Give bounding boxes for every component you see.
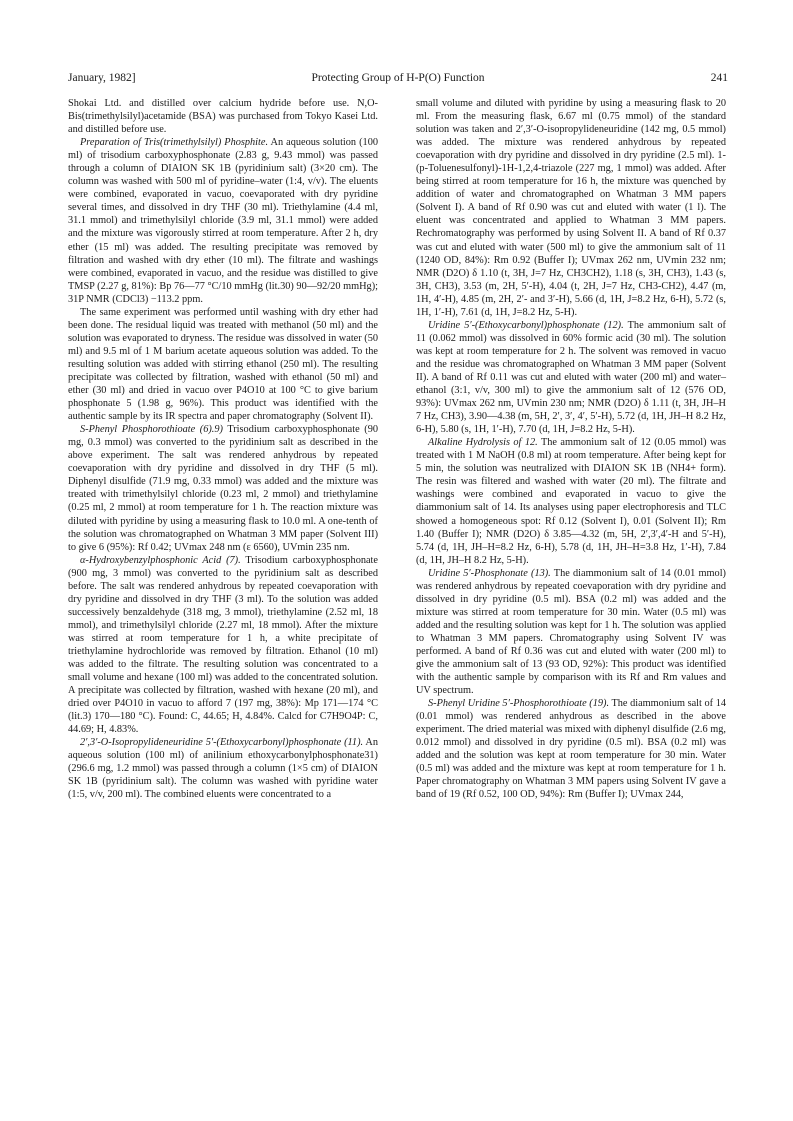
section-body: The diammonium salt of 14 (0.01 mmol) was rendered anhydrous as described in the above experiment. The dried material was mixed with diphenyl disulfide (2.6 mg, 0.012 mmol) and dissolved in dry pyridine (0.5 ml). BSA (0.2 ml) was added and the solution was kept at room temperature for 30 min. Water (0.5 ml) was added and the mixture was kept at room temperature for 1 h. Paper chromatography on Whatman 3 MM papers using Solvent IV gave a band of 19 (Rf 0.52, 100 OD, 94%): Rm (Buffer I); UVmax 244,: [416, 698, 727, 801]
left-column: [68, 97, 378, 802]
section-paragraph: [68, 423, 378, 553]
body-paragraph: small volume and diluted with pyridine by using a measuring flask to 20 ml. From the measuring flask, 6.67 ml (0.75 mmol) of the standard solution was taken and 2′,3′-O-isopropylideneuridine (142 mg, 0.5 mmol) was added. The mixture was rendered anhydrous by repeated coevaporation with dry pyridine and dissolved in dry pyridine (2.5 ml). 1-(p-Toluenesulfonyl)-1H-1,2,4-triazole (227 mg, 1 mmol) was added. After being stirred at room temperature for 16 h, the mixture was quenched by addition of water and chromatographed on Whatman 3 MM papers (Solvent I). A band of Rf 0.90 was cut and eluted with water (1 l). The eluent was concentrated and applied to Whatman 3 MM papers. Rechromatography was performed by using Solvent II. A band of Rf 0.37 was cut and eluted with water (500 ml) to give the ammonium salt of 11 (1240 OD, 84%): Rm 0.92 (Buffer I); UVmax 262 nm, UVmin 232 nm; NMR (D2O) δ 1.10 (t, 3H, J=7 Hz, CH3CH2), 1.18 (s, 3H, CH3), 1.43 (s, 3H, CH3), 3.53 (m, 2H, 5′-H), 4.04 (t, 2H, J=7 Hz, CH3-CH2), 4.47 (m, 1H, 4′-H), 4.85 (m, 2H, 2′- and 3′-H), 5.66 (d, 1H, J=8.2 Hz, 6-H), 5.72 (s, 1H, 1′-H), 7.61 (d, 1H, J=8.2 Hz, 5-H).: [416, 98, 726, 318]
section-paragraph: [416, 436, 726, 566]
section-paragraph: [68, 136, 378, 306]
section-heading: Alkaline Hydrolysis of 12.: [428, 437, 538, 449]
body-paragraph: Shokai Ltd. and distilled over calcium hydride before use. N,O-Bis(trimethylsilyl)acetamide (BSA) was purchased from Tokyo Kasei Ltd. and distilled before use.: [68, 98, 378, 136]
section-body: Trisodium carboxyphosphonate (90 mg, 0.3 mmol) was converted to the pyridinium salt as described in the above experiment. The salt was rendered anhydrous by repeated coevaporation with dry pyridine and dissolved in dry THF (5 ml). Diphenyl disulfide (71.9 mg, 0.33 mmol) was added and the mixture was treated with trimethylsilyl chloride (0.23 ml, 2 mmol) and triethylamine (0.25 ml, 2 mmol) at room temperature for 1 h. The reaction mixture was diluted with pyridine by using a measuring flask to 10.0 ml. A one-tenth of the solution was chromatographed on Whatman 3 MM paper (Solvent III) to give 6 (95%): Rf 0.42; UVmax 248 nm (ε 6560), UVmin 235 nm.: [68, 424, 378, 553]
header-date: January, 1982]: [68, 72, 136, 84]
section-body: Trisodium carboxyphosphonate (900 mg, 3 mmol) was converted to the pyridinium salt as described before. The salt was rendered anhydrous by repeated coevaporation with dry pyridine and dissolved in dry THF (3 ml). To the solution was added successively benzaldehyde (318 mg, 3 mmol), triethylamine (2.52 ml, 18 mmol), and trimethylsilyl chloride (2.27 ml, 18 mmol). After the mixture was stirred at room temperature for 1 h, a white precipitate of triethylamine hydrochloride was removed by filtration. Ethanol (10 ml) was added to the filtrate. The resulting solution was concentrated to a small volume and hexane (100 ml) was added to the concentrated solution. A precipitate was collected by filtration, washed with hexane (20 ml), and dried over P4O10 in vacuo to afford 7 (197 mg, 38%): Mp 171—174 °C (lit.3) 170—180 °C). Found: C, 44.65; H, 4.84%. Calcd for C7H9O4P: C, 44.69; H, 4.83%.: [68, 554, 378, 736]
section-heading: Uridine 5′-(Ethoxycarbonyl)phosphonate (12).: [428, 319, 624, 331]
running-header: [68, 72, 728, 88]
section-paragraph: [416, 319, 726, 436]
right-column: [416, 97, 726, 802]
section-body: An aqueous solution (100 ml) of anilinium ethoxycarbonylphosphonate31) (296.6 mg, 1.2 mmol) was passed through a column (1×5 cm) of DIAION SK 1B (pyridinium salt). The column was washed with pyridine water (1:5, v/v, 200 ml). The combined eluents were concentrated to a: [68, 737, 378, 801]
section-body: The diammonium salt of 14 (0.01 mmol) was rendered anhydrous by repeated coevaporation with dry pyridine and dissolved in dry pyridine (0.5 ml). BSA (0.2 ml) was added and the mixture was stirred at room temperature for 30 min. Water (0.5 ml) was added and the resulting solution was kept for 1 h. The solution was applied to Whatman 3 MM papers. Chromatography using Solvent IV was performed. A band of Rf 0.36 was cut and eluted with water (200 ml) to give the ammonium salt of 13 (93 OD, 92%): This product was identified with the authentic sample by comparison with its Rf and Rm values and UV spectrum.: [416, 567, 726, 697]
section-heading: Uridine 5′-Phosphonate (13).: [428, 567, 551, 579]
section-heading: S-Phenyl Uridine 5′-Phosphorothioate (19).: [428, 698, 610, 710]
page-number: 241: [710, 72, 728, 84]
section-heading: S-Phenyl Phosphorothioate (6).9): [80, 424, 223, 436]
section-paragraph: [416, 567, 726, 697]
header-title: Protecting Group of H-P(O) Function: [311, 72, 485, 84]
section-paragraph: [416, 697, 726, 801]
section-heading: Preparation of Tris(trimethylsilyl) Phosphite.: [80, 137, 269, 149]
section-body: An aqueous solution (100 ml) of trisodium carboxyphosphonate (2.83 g, 9.43 mmol) was passed through a column of DIAION SK 1B (pyridinium salt) (3×20 cm). The column was washed with 500 ml of pyridine–water (1:4, v/v). The eluents were combined, evaporated in vacuo, coevaporated with dry pyridine several times, and dissolved in dry THF (30 ml). Triethylamine (4.4 ml, 31.1 mmol) and trimethylsilyl chloride (3.9 ml, 31.1 mmol) were added and the mixture was vigorously stirred at room temperature. After 2 h, dry ether (15 ml) was added. The resulting precipitate was removed by filtration and washed with dry ether (10 ml). The filtrate and washings were combined, evaporated in vacuo, and the residue was distilled to give TMSP (2.27 g, 81%): Bp 76—77 °C/10 mmHg (lit.30) 90—92/20 mmHg); 31P NMR (CDCl3) −113.2 ppm.: [68, 137, 378, 305]
section-body: The ammonium salt of 11 (0.062 mmol) was dissolved in 60% formic acid (30 ml). The solution was kept at room temperature for 2 h. The solvent was removed in vacuo and the residue was chromatographed on Whatman 3 MM paper (Solvent II). A band of Rf 0.11 was cut and eluted with water (200 ml) and water–ethanol (3:1, v/v, 300 ml) to give the ammonium salt of 12 (576 OD, 93%): UVmax 262 nm, UVmin 230 nm; NMR (D2O) δ 1.11 (t, 3H, JH–H 7 Hz, CH3), 3.90—4.38 (m, 5H, 2′, 3′, 4′, 5′-H), 5.72 (d, 1H, JH–H 8.2 Hz, 6-H), 5.80 (s, 1H, 1′-H), 7.70 (d, 1H, J=8.2 Hz, 5-H).: [416, 319, 726, 436]
body-paragraph: The same experiment was performed until washing with dry ether had been done. The residual liquid was treated with methanol (50 ml) and the solution was evaporated to dryness. The residue was dissolved in water (50 ml) and 9.5 ml of 1 M barium acetate aqueous solution was added. To the resulting solution was added with stirring ethanol (250 ml). The resulting precipitate was collected by filtration, washed with ethanol (50 ml) and ether (30 ml) and dried in vacuo over P4O10 at 100 °C to give barium phosphonate 5 (1.98 g, 96%). This product was identified with the authentic sample by its IR spectra and paper chromatography (Solvent II).: [68, 306, 378, 423]
section-paragraph: [68, 554, 378, 737]
section-heading: 2′,3′-O-Isopropylideneuridine 5′-(Ethoxycarbonyl)phosphonate (11).: [80, 737, 364, 749]
section-heading: α-Hydroxybenzylphosphonic Acid (7).: [80, 554, 241, 566]
section-paragraph: [68, 736, 378, 801]
section-body: The ammonium salt of 12 (0.05 mmol) was treated with 1 M NaOH (0.8 ml) at room temperature. After being kept for 5 min, the solution was neutralized with DIAION SK 1B (NH4+ form). The resin was filtered and washed with water (20 ml). The filtrate and washings were combined and evaporated in vacuo to give the diammonium salt of 14. Its analyses using paper electrophoresis and TLC showed a homogeneous spot: Rf 0.12 (Solvent I), 0.01 (Solvent II); Rm 1.40 (Buffer I); NMR (D2O) δ 3.85—4.32 (m, 5H, 2′,3′,4′-H and 5′-H), 5.74 (d, 1H, JH–H=8.2 Hz, 6-H), 5.78 (d, 1H, JH–H=3.8 Hz, 1′-H), 7.84 (d, 1H, JH–H 8.2 Hz, 5-H).: [416, 437, 726, 566]
